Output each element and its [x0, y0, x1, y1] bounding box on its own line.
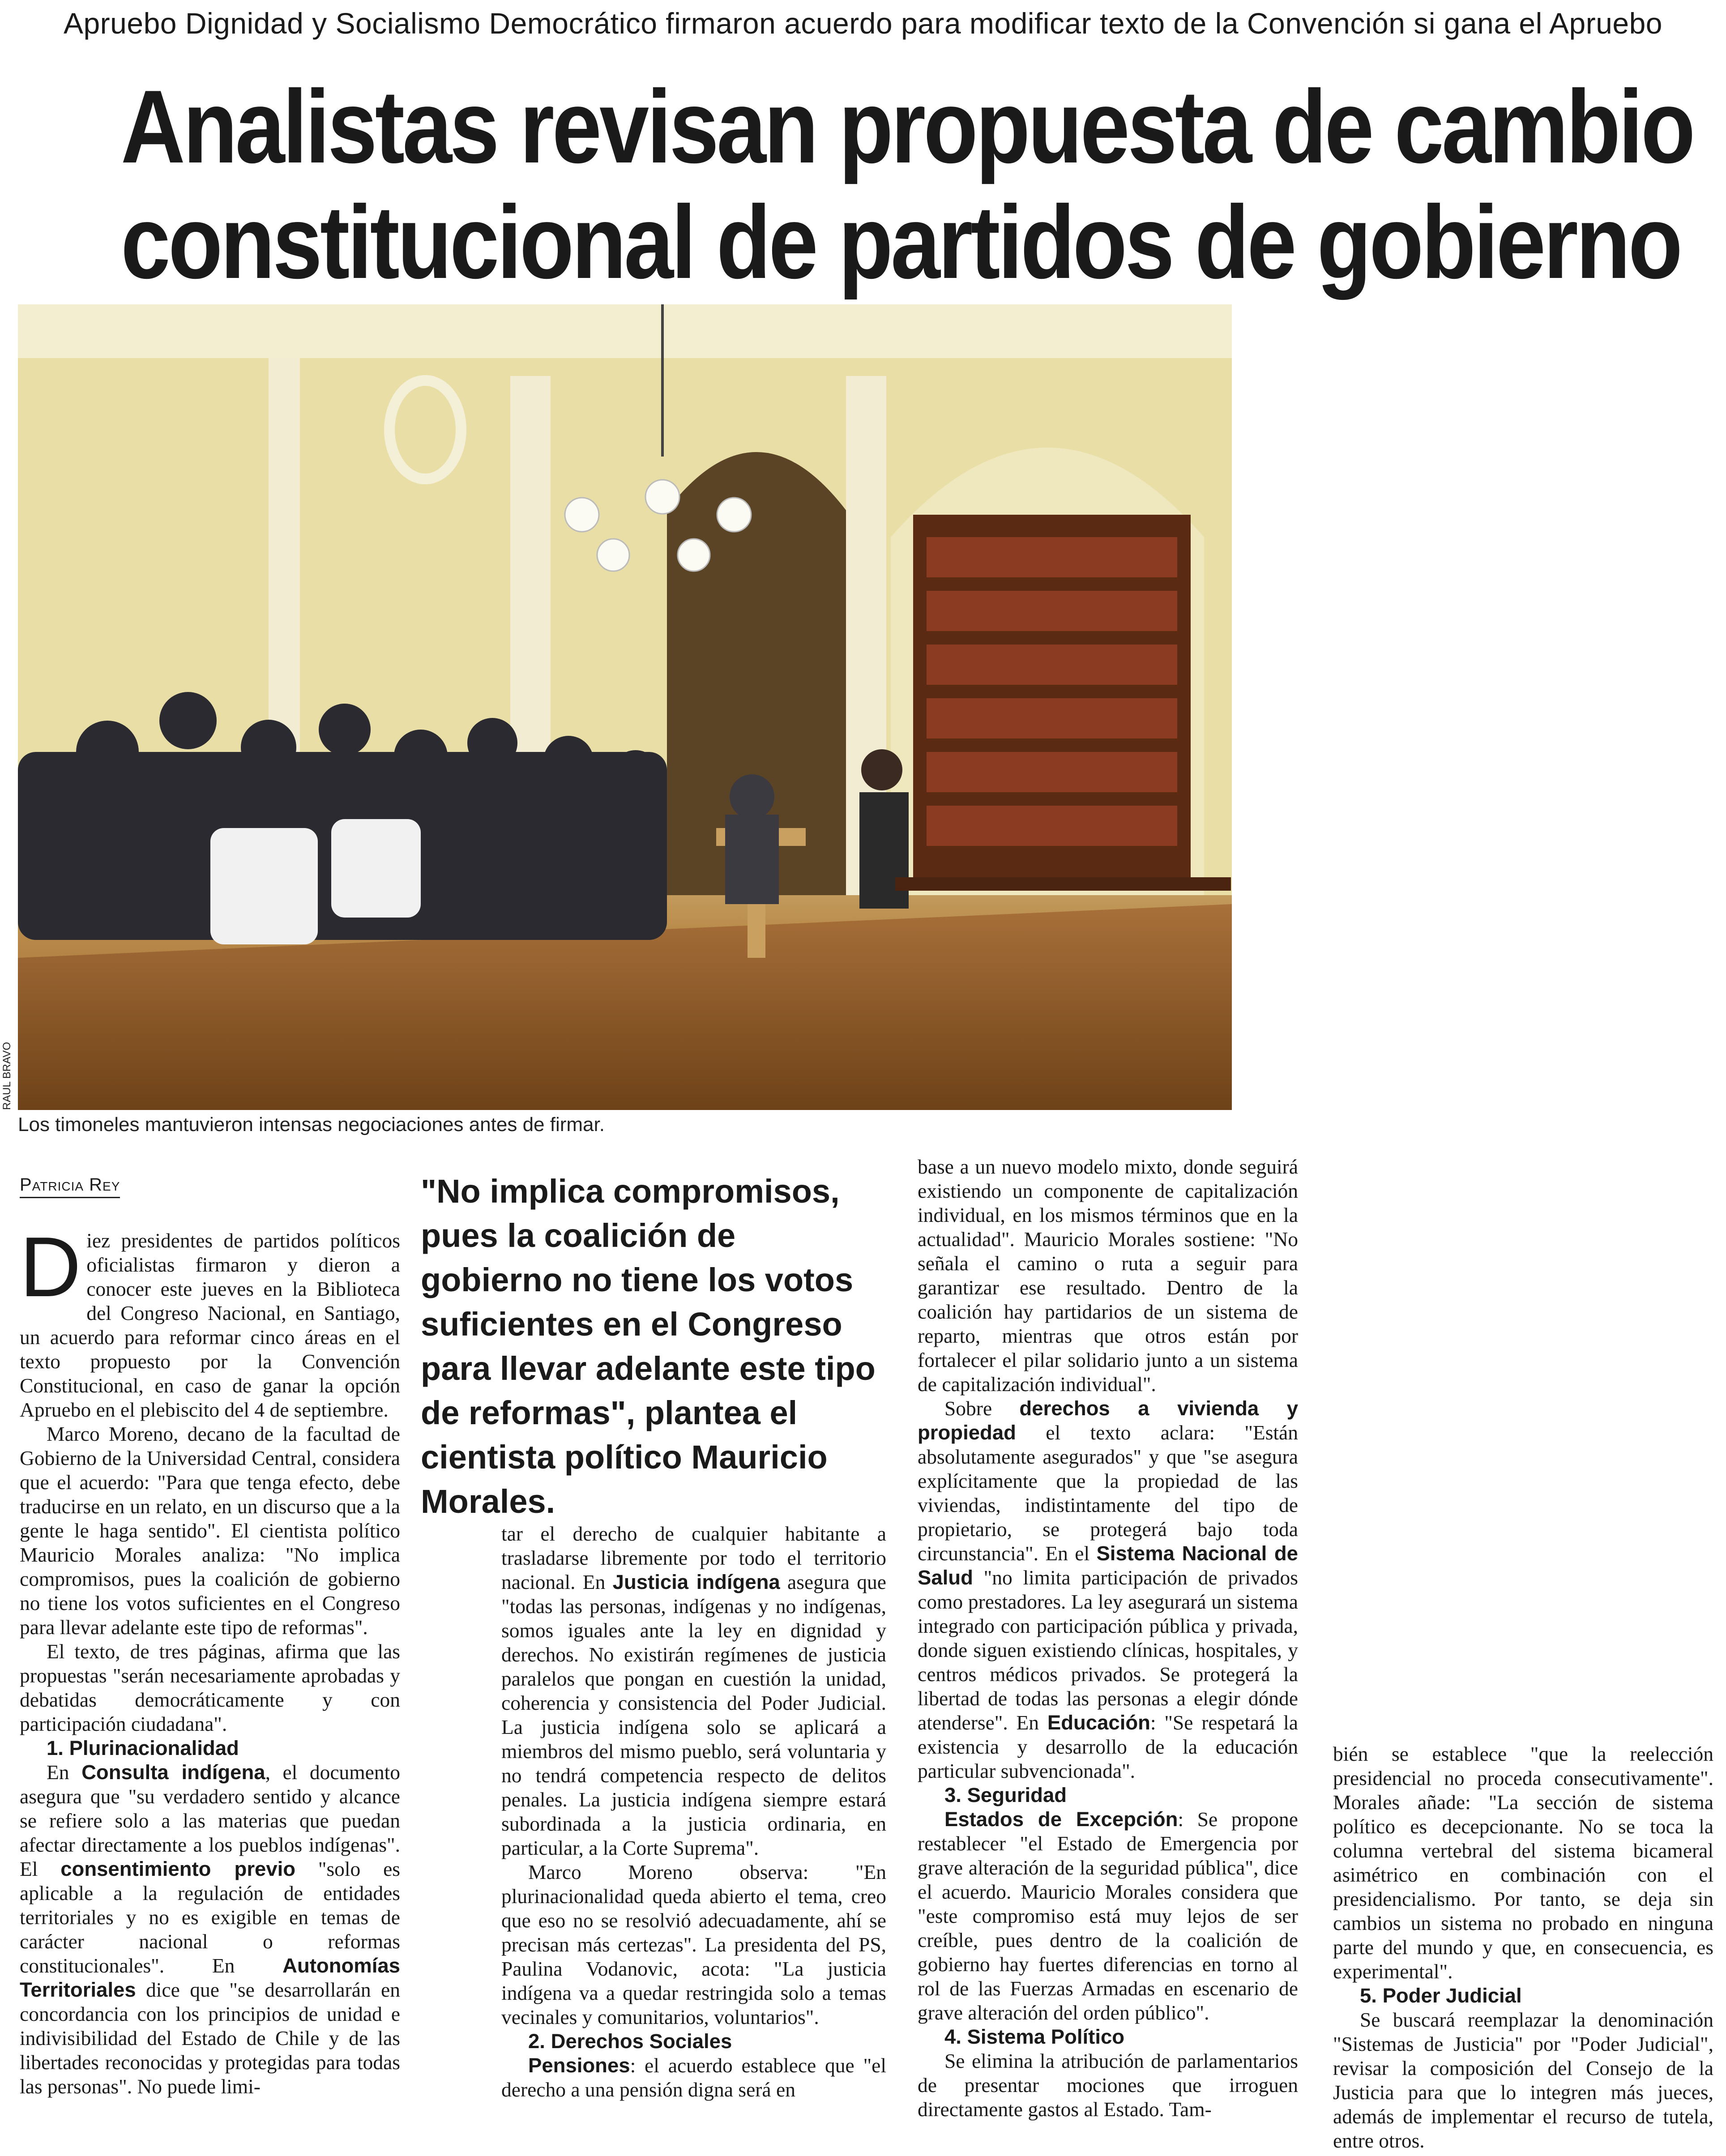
text-run: asegura que "todas las personas, indígenas y no indígenas, somos iguales ante la ley en dignidad y derechos. No existirán regímenes de justicia paralelos que pongan en cuestión la unidad, coherencia y consistencia del Poder Judicial. La justicia indígena solo se aplicará a miembros del mismo pueblo, será voluntaria y no tendrá competencia respecto de delitos penales. La justicia indígena siempre estará subordinada a la justicia ordinaria, en particular, a la Corte Suprema". [501, 1571, 887, 1859]
headline-line-1: Analistas revisan propuesta de cambio [120, 69, 1693, 185]
section-heading: 5. Poder Judicial [1360, 1984, 1522, 2007]
text-run: , el documento asegura que "su verdadero sentido y alcance se refiere solo a las materias que puedan afectar directamente a los pueblos indígenas". El [20, 1761, 401, 1880]
article-column-1 [20, 1220, 401, 2099]
article-column-3 [918, 1155, 1298, 2122]
paragraph: Se elimina la atribución de parlamentarios de presentar mociones que irroguen directamente gastos al Estado. Tam- [918, 2049, 1298, 2121]
text-run: : Se propone restablecer "el Estado de Emergencia por grave alteración de la seguridad pública", dice el acuerdo. Mauricio Morales considera que "este compromiso está muy lejos de ser creíble, pues dentro de la coalición de gobierno hay fuertes diferencias en torno al rol de las Fuerzas Armadas en escenario de grave alteración del orden público". [918, 1808, 1298, 2024]
section-heading: 4. Sistema Político [944, 2025, 1125, 2048]
bold-term: Sistema Nacional de Salud [918, 1542, 1298, 1589]
paragraph [501, 2054, 886, 2102]
text-run: dice que "se desarrollarán en concordancia con los principios de unidad e indivisibilidad del Estado de Chile y de las libertades reconocidas y protegidas para todas las personas". No puede limi- [20, 1978, 400, 2098]
text-run: : el acuerdo establece que "el derecho a una pensión digna será en [501, 2054, 886, 2101]
text-run: En [47, 1761, 82, 1784]
photo-credit-text: RAUL BRAVO [1, 1042, 13, 1110]
photo-caption: Los timoneles mantuvieron intensas negociaciones antes de firmar. [18, 1114, 605, 1136]
text-run: el texto aclara: "Están absolutamente asegurados" y que "se asegura explícitamente que la propiedad de las viviendas, indistintamente del tipo de propietario, se protegerá bajo toda circunstancia". En el [918, 1421, 1298, 1565]
paragraph: Marco Moreno observa: "En plurinacionalidad queda abierto el tema, creo que eso no se resolvió adecuadamente, ahí se precisan más certezas". La presidenta del PS, Paulina Vodanovic, acota: "La justicia indígena va a quedar restringida solo a temas vecinales y comunitarios, voluntarios". [501, 1861, 886, 2028]
bold-term: Justicia indígena [612, 1571, 780, 1593]
article-column-4 [1333, 1742, 1713, 2153]
pull-quote: "No implica compromisos, pues la coalición de gobierno no tiene los votos suficientes en el Congreso para llevar adelante este tipo de reformas", plantea el cientista político Mauricio Morales. [421, 1173, 876, 1520]
article-column-2 [501, 1522, 886, 2102]
bold-term: consentimiento previo [60, 1857, 296, 1880]
paragraph: El texto, de tres páginas, afirma que las propuestas "serán necesariamente aprobadas y debatidas democráticamente y con participación ciudadana". [20, 1640, 400, 1735]
bold-term: Educación [1047, 1711, 1150, 1734]
lead-text: iez presidentes de partidos políticos oficialistas firmaron y dieron a conocer este jueves en la Biblioteca del Congreso Nacional, en Santiago, un acuerdo para reformar cinco áreas en el texto propuesto por la Convención Constitucional, en caso de ganar la opción Apruebo en el plebiscito del 4 de septiembre. [20, 1229, 400, 1421]
section-heading: 2. Derechos Sociales [528, 2030, 732, 2053]
kicker: Apruebo Dignidad y Socialismo Democrático firmaron acuerdo para modificar texto de la Convención si gana el Apruebo [63, 7, 1663, 40]
section-heading: 1. Plurinacionalidad [47, 1737, 239, 1759]
bold-term: Autonomías Territoriales [20, 1954, 400, 2001]
paragraph: Se buscará reemplazar la denominación "Sistemas de Justicia" por "Poder Judicial", revisar la composición del Consejo de la Justicia para que lo integren más jueces, además de implementar el recurso de tutela, entre otros. [1333, 2008, 1713, 2152]
paragraph [501, 1522, 886, 1860]
paragraph [20, 1760, 400, 2099]
bold-term: derechos a vivienda y propiedad [918, 1397, 1298, 1444]
photo-credit [1, 1043, 19, 1110]
headline [120, 69, 1693, 300]
bold-term: Estados de Excepción [944, 1808, 1178, 1831]
paragraph: bién se establece "que la reelección presidencial no proceda consecutivamente". Morales añade: "La sección de sistema político es decepcionante. No se toca la columna vertebral del sistema bicameral asimétrico en combinación con el presidencialismo. Por tanto, se deja sin cambios un sistema no probado en ninguna parte del mundo y que, en consecuencia, es experimental". [1333, 1742, 1713, 1983]
section-heading: 3. Seguridad [944, 1784, 1067, 1806]
paragraph [918, 1396, 1298, 1783]
drop-cap: D [20, 1220, 81, 1315]
text-run: Sobre [944, 1397, 1020, 1420]
paragraph: Marco Moreno, decano de la facultad de Gobierno de la Universidad Central, considera que el acuerdo: "Para que tenga efecto, debe traducirse en un relato, en un discurso que a la gente le haga sentido". El cientista político Mauricio Morales analiza: "No implica compromisos, pues la coalición de gobierno no tiene los votos suficientes en el Congreso para llevar adelante este tipo de reformas". [20, 1422, 400, 1639]
bold-term: Consulta indígena [81, 1761, 265, 1784]
text-run: "no limita participación de privados como prestadores. La ley asegurará un sistema integrado con participación pública y privada, donde siguen existiendo clínicas, hospitales, y centros médicos privados. Se protegerá la libertad de todas las personas a elegir dónde atenderse". En [918, 1566, 1298, 1734]
paragraph: base a un nuevo modelo mixto, donde seguirá existiendo un componente de capitalización individual, en los mismos términos que en la actualidad". Mauricio Morales sostiene: "No señala el camino o ruta a seguir para garantizar ese resultado. Dentro de la coalición hay partidarios de un sistema de reparto, mientras que otros están por fortalecer el pilar solidario junto a un sistema de capitalización individual". [918, 1155, 1298, 1396]
photo-illustration [18, 304, 1232, 1110]
text-run: : "Se respetará la existencia y desarrollo de la educación particular subvencionada". [918, 1711, 1298, 1782]
lead-paragraph [20, 1220, 400, 1422]
byline: Patricia Rey [20, 1175, 120, 1198]
paragraph [918, 1807, 1298, 2025]
headline-line-2: constitucional de partidos de gobierno [120, 184, 1681, 300]
text-run: tar el derecho de cualquier habitante a trasladarse libremente por todo el territorio nacional. En [501, 1522, 886, 1593]
text-run: "solo es aplicable a la regulación de entidades territoriales y no es exigible en temas de carácter nacional o reformas constitucionales". En [20, 1857, 400, 1977]
news-photo [18, 304, 1232, 1110]
bold-term: Pensiones [528, 2054, 630, 2077]
